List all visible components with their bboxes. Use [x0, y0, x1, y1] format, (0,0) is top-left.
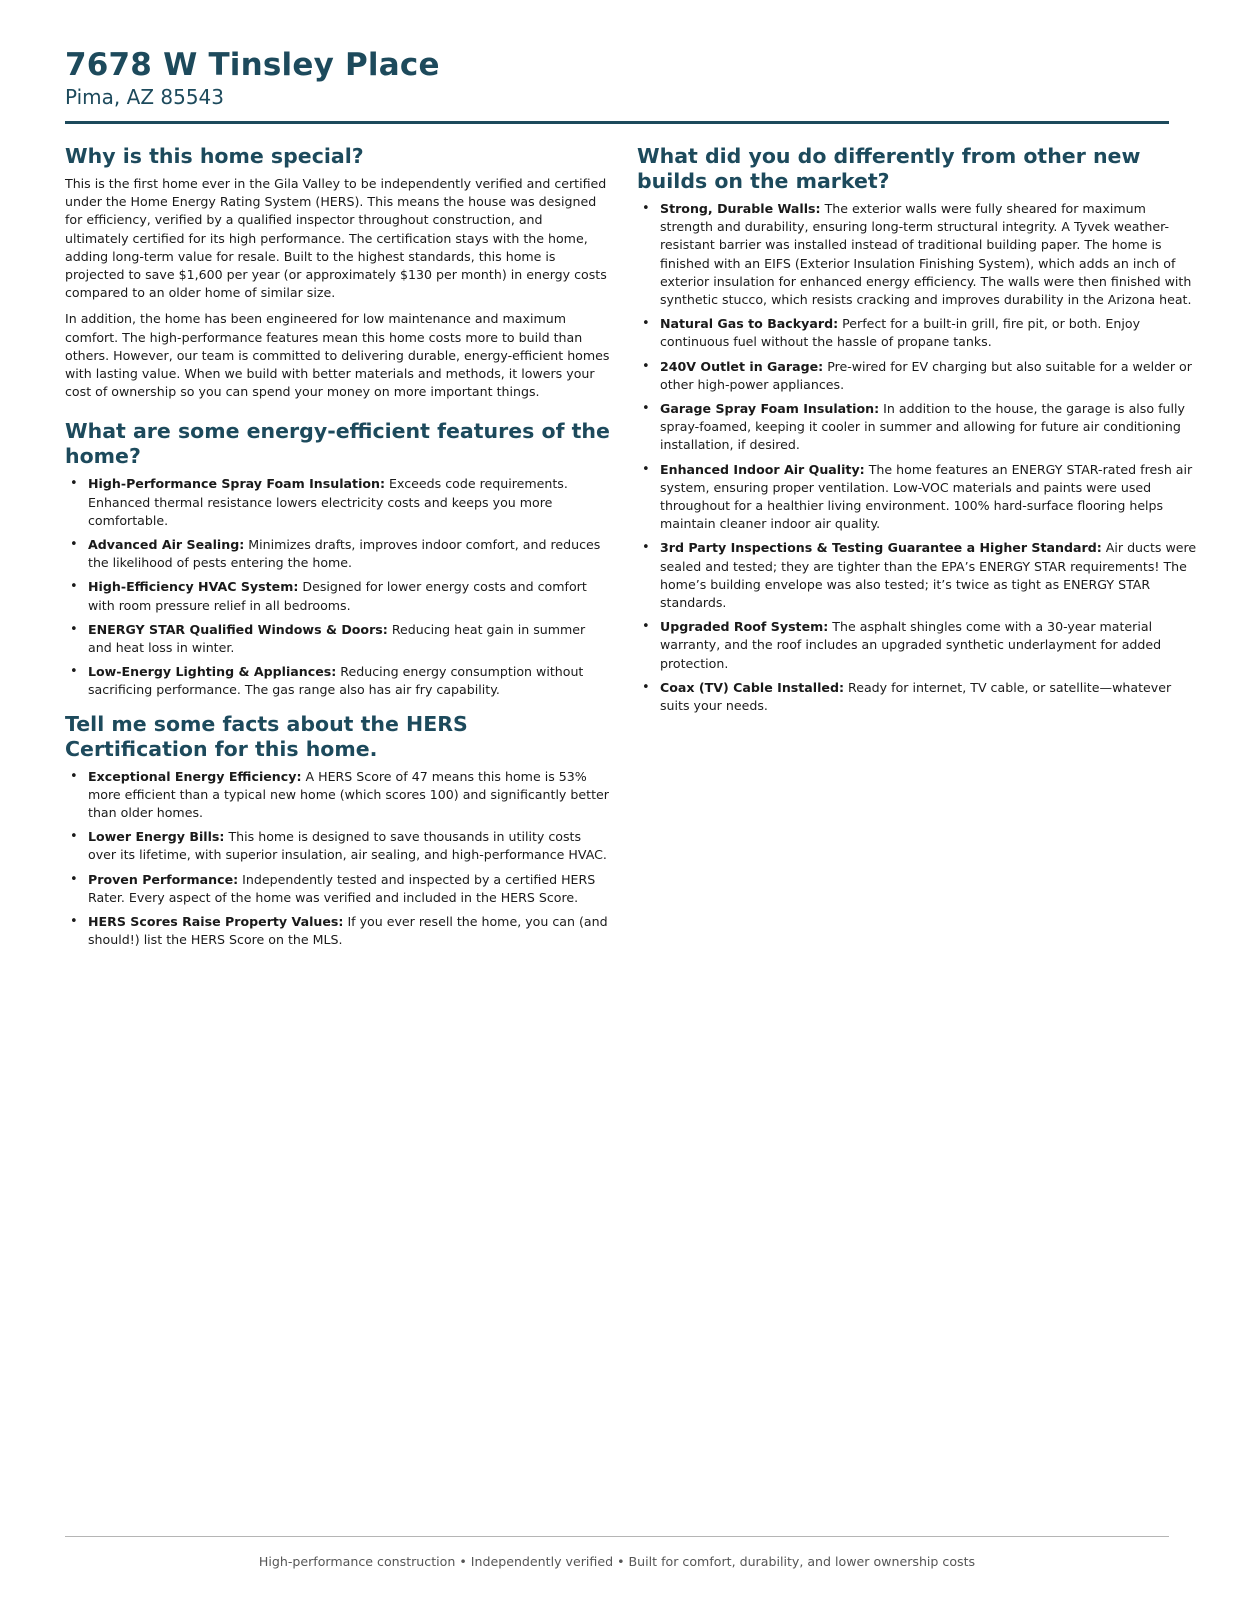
list-item: [65, 663, 610, 699]
item-text: Perfect for a built-in grill, fire pit, or both. Enjoy continuous fuel without the hassle of propane tanks.: [660, 316, 1141, 350]
item-text: Minimizes drafts, improves indoor comfort, and reduces the likelihood of pests entering the home.: [88, 537, 601, 571]
list-item: [637, 618, 1197, 673]
item-text: Exceeds code requirements. Enhanced thermal resistance lowers electricity costs and keeps you more comfortable.: [88, 476, 568, 528]
page-title: 7678 W Tinsley Place: [65, 47, 440, 83]
item-label: Upgraded Roof System:: [660, 619, 829, 635]
paragraph: In addition, the home has been engineered for low maintenance and maximum comfort. The high-performance features mean this home costs more to build than others. However, our team is committed to delivering durable, energy-efficient homes with lasting value. When we build with better materials and methods, it lowers your cost of ownership so you can spend your money on more important things.: [65, 311, 610, 400]
section-heading-special: Why is this home special?: [65, 144, 364, 168]
item-label: High-Efficiency HVAC System:: [88, 579, 299, 595]
left-column: [65, 144, 610, 962]
item-label: Low-Energy Lighting & Appliances:: [88, 664, 337, 680]
item-label: Exceptional Energy Efficiency:: [88, 768, 302, 784]
item-label: Enhanced Indoor Air Quality:: [660, 461, 865, 477]
item-text: Independently tested and inspected by a certified HERS Rater. Every aspect of the home was verified and included in the HERS Score.: [88, 871, 596, 905]
list-item: [637, 539, 1197, 612]
item-label: Natural Gas to Backyard:: [660, 316, 839, 332]
item-text: Air ducts were sealed and tested; they are tighter than the EPA’s ENERGY STAR requirements! The home’s building envelope was also tested; it’s twice as tight as ENERGY STAR standards.: [660, 540, 1197, 611]
footer-text: High-performance construction • Independently verified • Built for comfort, durability, and lower ownership costs: [258, 1554, 976, 1569]
list-item: [637, 315, 1197, 351]
header: [65, 0, 1169, 124]
list-item: [65, 913, 610, 949]
item-text: In addition to the house, the garage is also fully spray-foamed, keeping it cooler in summer and allowing for future air conditioning installation, if desired.: [660, 401, 1185, 453]
item-label: HERS Scores Raise Property Values:: [88, 914, 344, 930]
section-heading-different: What did you do differently from other new builds on the market?: [637, 144, 1141, 193]
item-label: Advanced Air Sealing:: [88, 537, 245, 553]
item-label: Proven Performance:: [88, 871, 239, 887]
item-text: The home features an ENERGY STAR-rated fresh air system, ensuring proper ventilation. Low-VOC materials and paints were used throughout for a healthier living environment. 100% hard-surface flooring helps maintain cleaner indoor air quality.: [660, 461, 1193, 532]
item-label: ENERGY STAR Qualified Windows & Doors:: [88, 621, 388, 637]
paragraph: This is the first home ever in the Gila Valley to be independently verified and certified under the Home Energy Rating System (HERS). This means the house was designed for efficiency, verified by a qualified inspector throughout construction, and ultimately certified for its high performance. The certification stays with the home, adding long-term value for resale. Built to the highest standards, this home is projected to save $1,600 per year (or approximately $130 per month) in energy costs compared to an older home of similar size.: [65, 176, 607, 301]
list-item: [65, 475, 610, 530]
page: [65, 0, 1197, 948]
item-text: Designed for lower energy costs and comfort with room pressure relief in all bedrooms.: [88, 579, 587, 613]
item-text: If you ever resell the home, you can (and should!) list the HERS Score on the MLS.: [88, 914, 608, 948]
item-text: Reducing energy consumption without sacrificing performance. The gas range also has air fry capability.: [88, 664, 584, 698]
list-item: [637, 679, 1197, 715]
item-text: A HERS Score of 47 means this home is 53% more efficient than a typical new home (which scores 100) and significantly better than older homes.: [88, 768, 609, 821]
item-text: Reducing heat gain in summer and heat loss in winter.: [88, 621, 586, 656]
list-item: [637, 461, 1197, 534]
hers-facts-list: [65, 768, 610, 950]
item-label: Coax (TV) Cable Installed:: [660, 679, 845, 695]
item-text: Ready for internet, TV cable, or satellite—whatever suits your needs.: [660, 679, 1172, 714]
page-subtitle: Pima, AZ 85543: [65, 85, 224, 109]
energy-features-list: [65, 475, 610, 699]
right-column: [637, 144, 1197, 727]
item-label: Lower Energy Bills:: [88, 829, 225, 845]
item-label: High-Performance Spray Foam Insulation:: [88, 476, 386, 492]
list-item: [65, 871, 610, 907]
differences-list: [637, 200, 1197, 715]
list-item: [65, 768, 610, 823]
item-text: This home is designed to save thousands in utility costs over its lifetime, with superior insulation, air sealing, and high-performance HVAC.: [88, 829, 607, 863]
section-heading-energy: What are some energy-efficient features of the home?: [65, 419, 610, 469]
list-item: [637, 358, 1197, 394]
list-item: [637, 400, 1197, 455]
section-heading-hers: Tell me some facts about the HERS Certification for this home.: [65, 711, 468, 761]
list-item: [65, 578, 610, 614]
item-label: 240V Outlet in Garage:: [660, 358, 824, 374]
header-divider: [65, 121, 1169, 124]
item-text: The exterior walls were fully sheared for maximum strength and durability, ensuring long-term structural integrity. A Tyvek weather-resistant barrier was installed instead of traditional building paper. The home is finished with an EIFS (Exterior Insulation Finishing System), which adds an inch of exterior insulation for enhanced energy efficiency. The walls were then finished with synthetic stucco, which resists cracking and improves durability in the Arizona heat.: [660, 201, 1192, 308]
item-label: Garage Spray Foam Insulation:: [660, 401, 880, 417]
list-item: [65, 621, 610, 657]
list-item: [65, 828, 610, 864]
item-text: Pre-wired for EV charging but also suitable for a welder or other high-power appliances.: [660, 358, 1192, 392]
footer-divider: [65, 1536, 1169, 1537]
item-label: Strong, Durable Walls:: [660, 201, 821, 216]
list-item: [65, 536, 610, 572]
list-item: [637, 200, 1197, 309]
item-text: The asphalt shingles come with a 30-year material warranty, and the roof includes an upgraded synthetic underlayment for added protection.: [660, 619, 1162, 671]
item-label: 3rd Party Inspections & Testing Guarantee a Higher Standard:: [660, 540, 1102, 556]
